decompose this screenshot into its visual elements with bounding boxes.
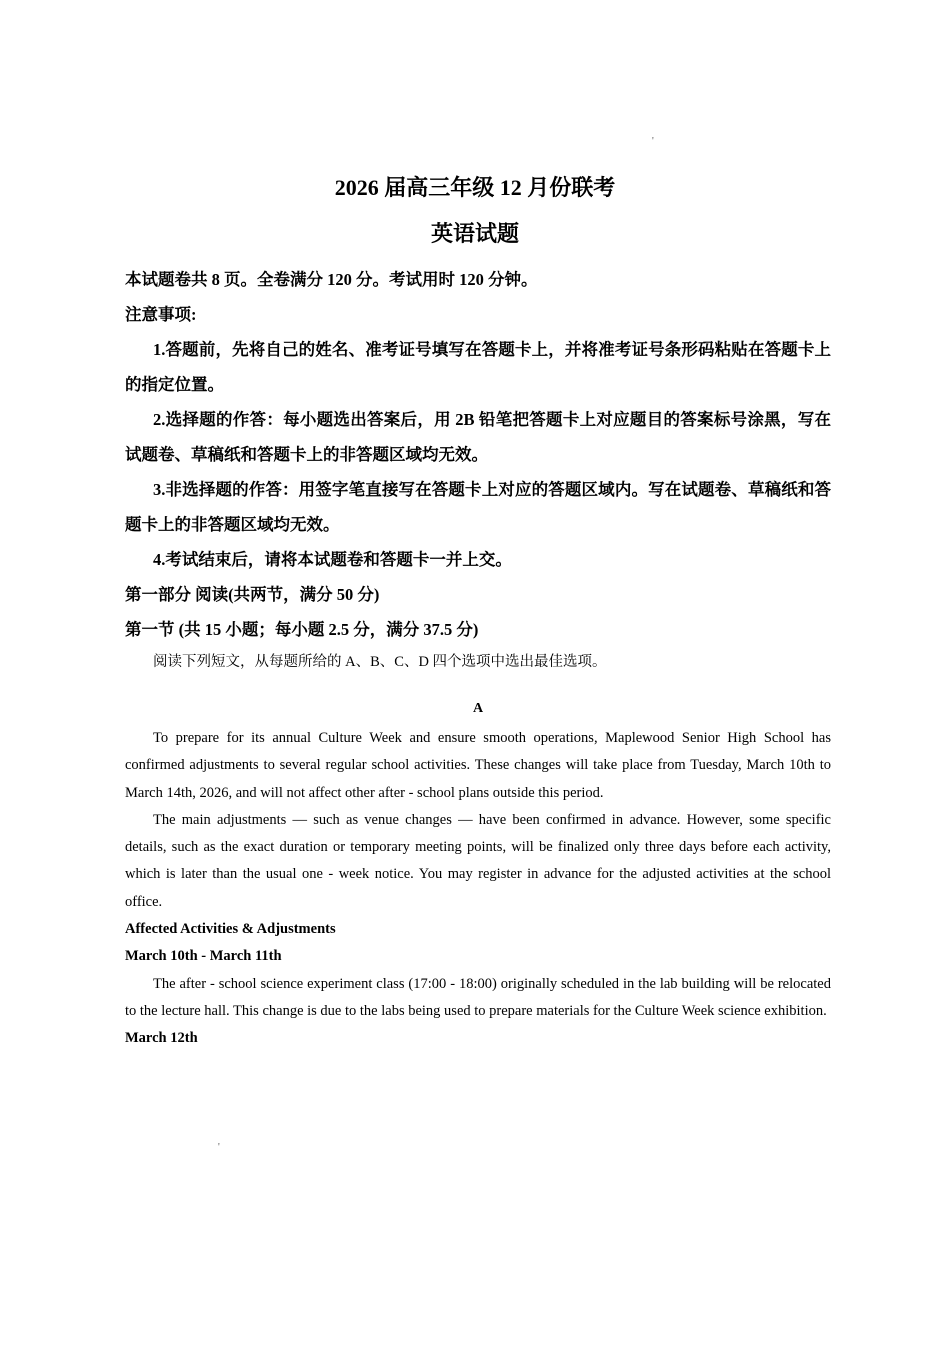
note-item: 2.选择题的作答：每小题选出答案后，用 2B 铅笔把答题卡上对应题目的答案标号涂黑，写在试题卷、草稿纸和答题卡上的非答题区域均无效。 (125, 410, 831, 464)
exam-subtitle: 英语试题 (430, 221, 519, 246)
affected-activities-heading: Affected Activities & Adjustments (125, 921, 336, 938)
note-item: 3.非选择题的作答：用签字笔直接写在答题卡上对应的答题区域内。写在试题卷、草稿纸和答题卡上的非答题区域均无效。 (125, 480, 831, 534)
passage-paragraph: To prepare for its annual Culture Week and ensure smooth operations, Maplewood Senior High School has confirmed adjustments to several regular school activities. These changes will take place from Tuesday, March 10th to March 14th, 2026, and will not affect other after - school plans outside this period. (125, 730, 831, 801)
page-mark-top: ' (652, 136, 654, 147)
exam-content (125, 262, 831, 1053)
note-item: 4.考试结束后，请将本试题卷和答题卡一并上交。 (153, 550, 512, 569)
date-heading: March 12th (125, 1030, 198, 1047)
page-mark-bottom: ' (218, 1142, 220, 1153)
passage-letter: A (472, 701, 484, 716)
notes-heading: 注意事项: (125, 305, 197, 324)
date-heading: March 10th - March 11th (125, 948, 282, 965)
section-heading: 第一节 (共 15 小题；每小题 2.5 分，满分 37.5 分) (125, 620, 479, 639)
passage-paragraph: The after - school science experiment class (17:00 - 18:00) originally scheduled in the lab building will be relocated to the lecture hall. This change is due to the labs being used to prepare materials for the Culture Week science exhibition. (125, 975, 831, 1019)
passage-paragraph: The main adjustments — such as venue changes — have been confirmed in advance. However, some specific details, such as the exact duration or temporary meeting points, will be finalized only three days before each activity, which is later than the usual one - week notice. You may register in advance for the adjusted activities at the school office. (125, 811, 831, 910)
note-item: 1.答题前，先将自己的姓名、准考证号填写在答题卡上，并将准考证号条形码粘贴在答题卡上的指定位置。 (125, 340, 831, 394)
exam-title: 2026 届高三年级 12 月份联考 (334, 175, 616, 200)
exam-info: 本试题卷共 8 页。全卷满分 120 分。考试用时 120 分钟。 (125, 270, 538, 289)
part-heading: 第一部分 阅读(共两节，满分 50 分) (125, 585, 380, 604)
section-instruction: 阅读下列短文，从每题所给的 A、B、C、D 四个选项中选出最佳选项。 (153, 654, 607, 670)
